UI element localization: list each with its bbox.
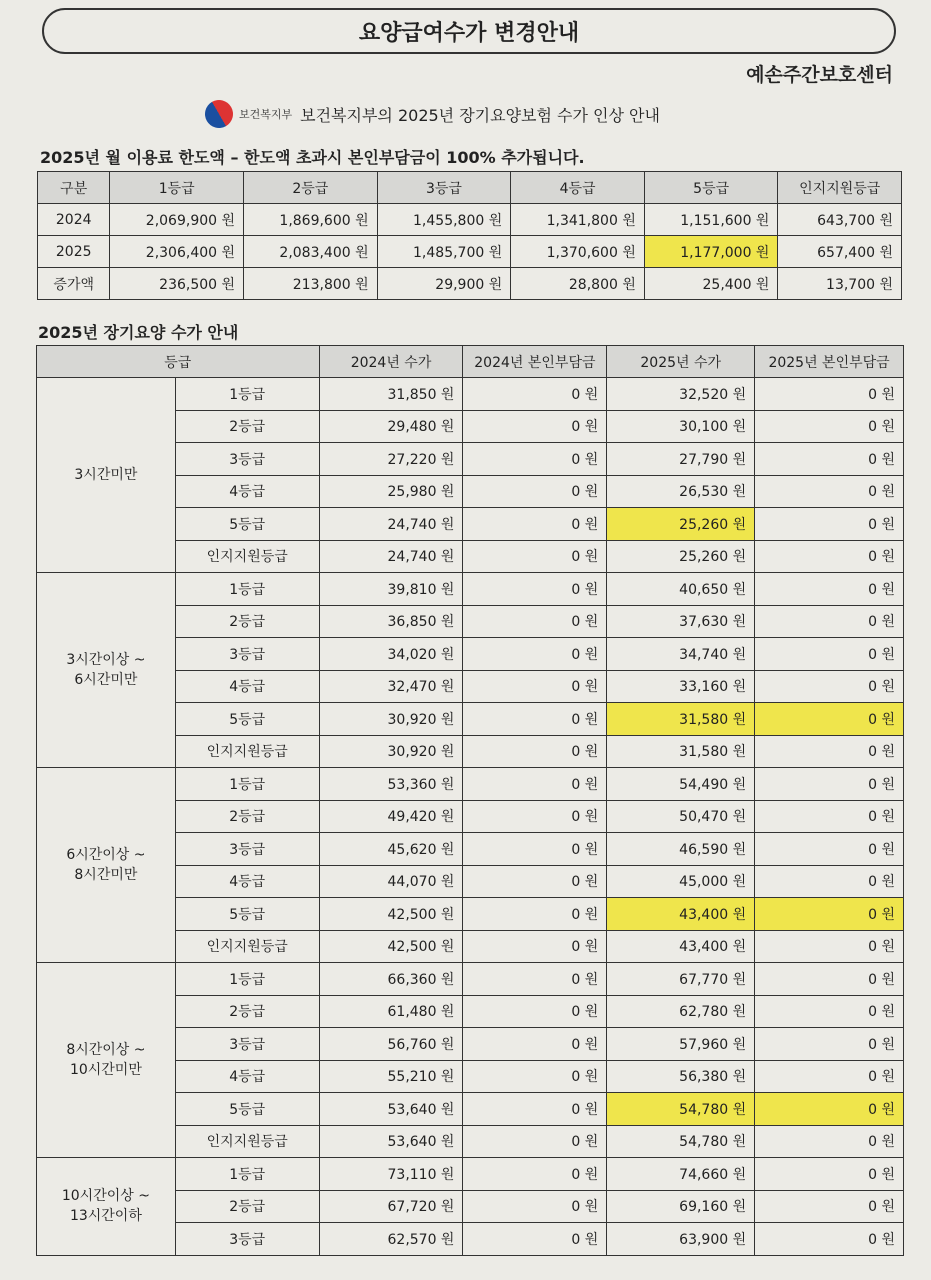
grade-cell: 인지지원등급 [175,930,319,963]
limit-header-cell: 1등급 [110,172,244,204]
time-group-label-line: 8시간이상 ~ [66,1042,146,1058]
copay-2024-cell: 0 원 [463,378,607,411]
copay-2025-cell: 0 원 [755,410,904,443]
limit-row-label: 2025 [38,236,110,268]
fee-2025-cell: 67,770 원 [607,963,755,996]
care-fee-table [36,345,904,1256]
fee-2024-cell: 30,920 원 [319,703,463,736]
fee-2024-cell: 24,740 원 [319,540,463,573]
limit-cell: 236,500 원 [110,268,244,300]
copay-2025-cell: 0 원 [755,703,904,736]
limit-cell: 1,177,000 원 [644,236,778,268]
fee-2024-cell: 24,740 원 [319,508,463,541]
limit-header-cell: 구분 [38,172,110,204]
limit-cell: 643,700 원 [778,204,902,236]
fee-2025-cell: 40,650 원 [607,573,755,606]
fee-2024-cell: 55,210 원 [319,1060,463,1093]
copay-2025-cell: 0 원 [755,443,904,476]
fee-2024-cell: 25,980 원 [319,475,463,508]
monthly-limit-table [37,171,902,300]
ministry-logo-icon [200,95,238,133]
fee-2025-cell: 25,260 원 [607,540,755,573]
grade-cell: 5등급 [175,1093,319,1126]
grade-cell: 3등급 [175,1028,319,1061]
fee-2024-cell: 53,360 원 [319,768,463,801]
copay-2024-cell: 0 원 [463,540,607,573]
copay-2024-cell: 0 원 [463,768,607,801]
grade-cell: 인지지원등급 [175,735,319,768]
time-group-label-line: 13시간이하 [69,1208,142,1225]
fee-2025-cell: 46,590 원 [607,833,755,866]
time-group-label [37,1158,176,1256]
fee-2024-cell: 30,920 원 [319,735,463,768]
fee-header-cell: 2024년 수가 [319,346,463,378]
copay-2024-cell: 0 원 [463,833,607,866]
grade-cell: 인지지원등급 [175,1125,319,1158]
copay-2025-cell: 0 원 [755,1093,904,1126]
fee-2024-cell: 27,220 원 [319,443,463,476]
grade-cell: 2등급 [175,605,319,638]
limit-cell: 1,485,700 원 [377,236,511,268]
copay-2025-cell: 0 원 [755,508,904,541]
limit-header-cell: 2등급 [244,172,378,204]
copay-2025-cell: 0 원 [755,1223,904,1256]
copay-2025-cell: 0 원 [755,1125,904,1158]
limit-cell: 25,400 원 [644,268,778,300]
fee-2024-cell: 42,500 원 [319,930,463,963]
copay-2024-cell: 0 원 [463,410,607,443]
grade-cell: 4등급 [175,1060,319,1093]
copay-2025-cell: 0 원 [755,768,904,801]
fee-2024-cell: 66,360 원 [319,963,463,996]
copay-2024-cell: 0 원 [463,1028,607,1061]
time-group-label-line: 6시간이상 ~ [66,847,146,863]
fee-2025-cell: 45,000 원 [607,865,755,898]
fee-header-cell: 2024년 본인부담금 [463,346,607,378]
copay-2024-cell: 0 원 [463,963,607,996]
copay-2025-cell: 0 원 [755,800,904,833]
limit-cell: 1,151,600 원 [644,204,778,236]
grade-cell: 2등급 [175,410,319,443]
grade-cell: 인지지원등급 [175,540,319,573]
time-group-label-line: 3시간미만 [74,467,138,483]
grade-cell: 4등급 [175,670,319,703]
copay-2024-cell: 0 원 [463,638,607,671]
limit-header-cell: 3등급 [377,172,511,204]
grade-cell: 5등급 [175,703,319,736]
fee-2024-cell: 31,850 원 [319,378,463,411]
limit-row-label: 2024 [38,204,110,236]
fee-header-cell: 2025년 수가 [607,346,755,378]
time-group-label-line: 6시간미만 [74,672,138,688]
limit-cell: 657,400 원 [778,236,902,268]
fee-2024-cell: 62,570 원 [319,1223,463,1256]
limit-cell: 1,370,600 원 [511,236,645,268]
limit-header-cell: 4등급 [511,172,645,204]
fee-2025-cell: 31,580 원 [607,735,755,768]
fee-2025-cell: 54,780 원 [607,1125,755,1158]
time-group-label-line: 8시간미만 [74,867,138,883]
limit-header-cell: 인지지원등급 [778,172,902,204]
fee-2024-cell: 53,640 원 [319,1093,463,1126]
fee-2024-cell: 49,420 원 [319,800,463,833]
grade-cell: 3등급 [175,638,319,671]
grade-cell: 2등급 [175,995,319,1028]
notice-text: 보건복지부의 2025년 장기요양보험 수가 인상 안내 [300,105,660,125]
time-group-label-line: 10시간이상 ~ [61,1188,150,1205]
time-group-label-line: 10시간미만 [69,1062,142,1078]
fee-2024-cell: 29,480 원 [319,410,463,443]
limit-row [38,236,902,268]
fee-2025-cell: 63,900 원 [607,1223,755,1256]
fee-section-heading: 2025년 장기요양 수가 안내 [38,323,239,342]
fee-2025-cell: 25,260 원 [607,508,755,541]
copay-2025-cell: 0 원 [755,475,904,508]
copay-2025-cell: 0 원 [755,378,904,411]
copay-2025-cell: 0 원 [755,865,904,898]
copay-2025-cell: 0 원 [755,1028,904,1061]
copay-2024-cell: 0 원 [463,1190,607,1223]
time-group-label [37,378,176,573]
limit-cell: 2,083,400 원 [244,236,378,268]
fee-row [37,1158,904,1191]
copay-2024-cell: 0 원 [463,735,607,768]
copay-2024-cell: 0 원 [463,1060,607,1093]
grade-cell: 4등급 [175,865,319,898]
fee-2025-cell: 43,400 원 [607,898,755,931]
time-group-label [37,768,176,963]
fee-2024-cell: 42,500 원 [319,898,463,931]
fee-2024-cell: 67,720 원 [319,1190,463,1223]
fee-2025-cell: 74,660 원 [607,1158,755,1191]
fee-2024-cell: 44,070 원 [319,865,463,898]
limit-row-label: 증가액 [38,268,110,300]
limit-cell: 28,800 원 [511,268,645,300]
fee-2025-cell: 32,520 원 [607,378,755,411]
fee-row [37,768,904,801]
limit-cell: 1,341,800 원 [511,204,645,236]
grade-cell: 3등급 [175,1223,319,1256]
fee-2025-cell: 69,160 원 [607,1190,755,1223]
copay-2025-cell: 0 원 [755,995,904,1028]
copay-2024-cell: 0 원 [463,443,607,476]
fee-2024-cell: 61,480 원 [319,995,463,1028]
copay-2025-cell: 0 원 [755,833,904,866]
limit-cell: 13,700 원 [778,268,902,300]
fee-2024-cell: 32,470 원 [319,670,463,703]
grade-cell: 1등급 [175,378,319,411]
fee-2025-cell: 54,490 원 [607,768,755,801]
fee-2025-cell: 50,470 원 [607,800,755,833]
fee-2025-cell: 37,630 원 [607,605,755,638]
fee-2025-cell: 56,380 원 [607,1060,755,1093]
document-title: 요양급여수가 변경안내 [42,8,896,54]
limit-section-heading: 2025년 월 이용료 한도액 – 한도액 초과시 본인부담금이 100% 추가됩니다. [40,148,585,167]
copay-2024-cell: 0 원 [463,930,607,963]
time-group-label-line: 3시간이상 ~ [66,652,146,668]
grade-cell: 4등급 [175,475,319,508]
fee-2025-cell: 34,740 원 [607,638,755,671]
time-group-label [37,573,176,768]
copay-2024-cell: 0 원 [463,800,607,833]
copay-2024-cell: 0 원 [463,1125,607,1158]
limit-row [38,268,902,300]
copay-2025-cell: 0 원 [755,930,904,963]
copay-2024-cell: 0 원 [463,475,607,508]
grade-cell: 1등급 [175,573,319,606]
fee-2024-cell: 73,110 원 [319,1158,463,1191]
fee-2025-cell: 62,780 원 [607,995,755,1028]
copay-2024-cell: 0 원 [463,865,607,898]
copay-2024-cell: 0 원 [463,898,607,931]
fee-row [37,573,904,606]
copay-2024-cell: 0 원 [463,573,607,606]
limit-cell: 29,900 원 [377,268,511,300]
limit-cell: 2,306,400 원 [110,236,244,268]
fee-row [37,378,904,411]
limit-row [38,204,902,236]
fee-2024-cell: 45,620 원 [319,833,463,866]
grade-cell: 2등급 [175,1190,319,1223]
fee-2025-cell: 33,160 원 [607,670,755,703]
copay-2025-cell: 0 원 [755,1060,904,1093]
notice-line [205,100,660,128]
fee-2025-cell: 27,790 원 [607,443,755,476]
fee-2025-cell: 54,780 원 [607,1093,755,1126]
fee-2025-cell: 43,400 원 [607,930,755,963]
fee-header-cell: 2025년 본인부담금 [755,346,904,378]
time-group-label [37,963,176,1158]
copay-2024-cell: 0 원 [463,703,607,736]
ministry-logo-text: 보건복지부 [239,108,293,121]
copay-2025-cell: 0 원 [755,605,904,638]
copay-2025-cell: 0 원 [755,1190,904,1223]
grade-cell: 3등급 [175,443,319,476]
limit-header-cell: 5등급 [644,172,778,204]
fee-2024-cell: 34,020 원 [319,638,463,671]
copay-2025-cell: 0 원 [755,638,904,671]
fee-2024-cell: 53,640 원 [319,1125,463,1158]
copay-2024-cell: 0 원 [463,995,607,1028]
limit-cell: 2,069,900 원 [110,204,244,236]
limit-cell: 1,455,800 원 [377,204,511,236]
grade-cell: 2등급 [175,800,319,833]
fee-header-cell: 등급 [37,346,320,378]
copay-2024-cell: 0 원 [463,508,607,541]
copay-2024-cell: 0 원 [463,1158,607,1191]
copay-2025-cell: 0 원 [755,735,904,768]
grade-cell: 1등급 [175,1158,319,1191]
limit-cell: 213,800 원 [244,268,378,300]
copay-2025-cell: 0 원 [755,573,904,606]
organization-name: 예손주간보호센터 [746,64,893,86]
copay-2025-cell: 0 원 [755,540,904,573]
fee-2025-cell: 30,100 원 [607,410,755,443]
grade-cell: 3등급 [175,833,319,866]
copay-2025-cell: 0 원 [755,963,904,996]
copay-2024-cell: 0 원 [463,1093,607,1126]
grade-cell: 1등급 [175,963,319,996]
copay-2024-cell: 0 원 [463,670,607,703]
grade-cell: 1등급 [175,768,319,801]
copay-2025-cell: 0 원 [755,1158,904,1191]
copay-2025-cell: 0 원 [755,670,904,703]
fee-2024-cell: 39,810 원 [319,573,463,606]
fee-2025-cell: 57,960 원 [607,1028,755,1061]
grade-cell: 5등급 [175,898,319,931]
copay-2024-cell: 0 원 [463,605,607,638]
grade-cell: 5등급 [175,508,319,541]
limit-cell: 1,869,600 원 [244,204,378,236]
copay-2024-cell: 0 원 [463,1223,607,1256]
copay-2025-cell: 0 원 [755,898,904,931]
fee-2024-cell: 36,850 원 [319,605,463,638]
fee-2024-cell: 56,760 원 [319,1028,463,1061]
fee-2025-cell: 26,530 원 [607,475,755,508]
fee-2025-cell: 31,580 원 [607,703,755,736]
fee-row [37,963,904,996]
